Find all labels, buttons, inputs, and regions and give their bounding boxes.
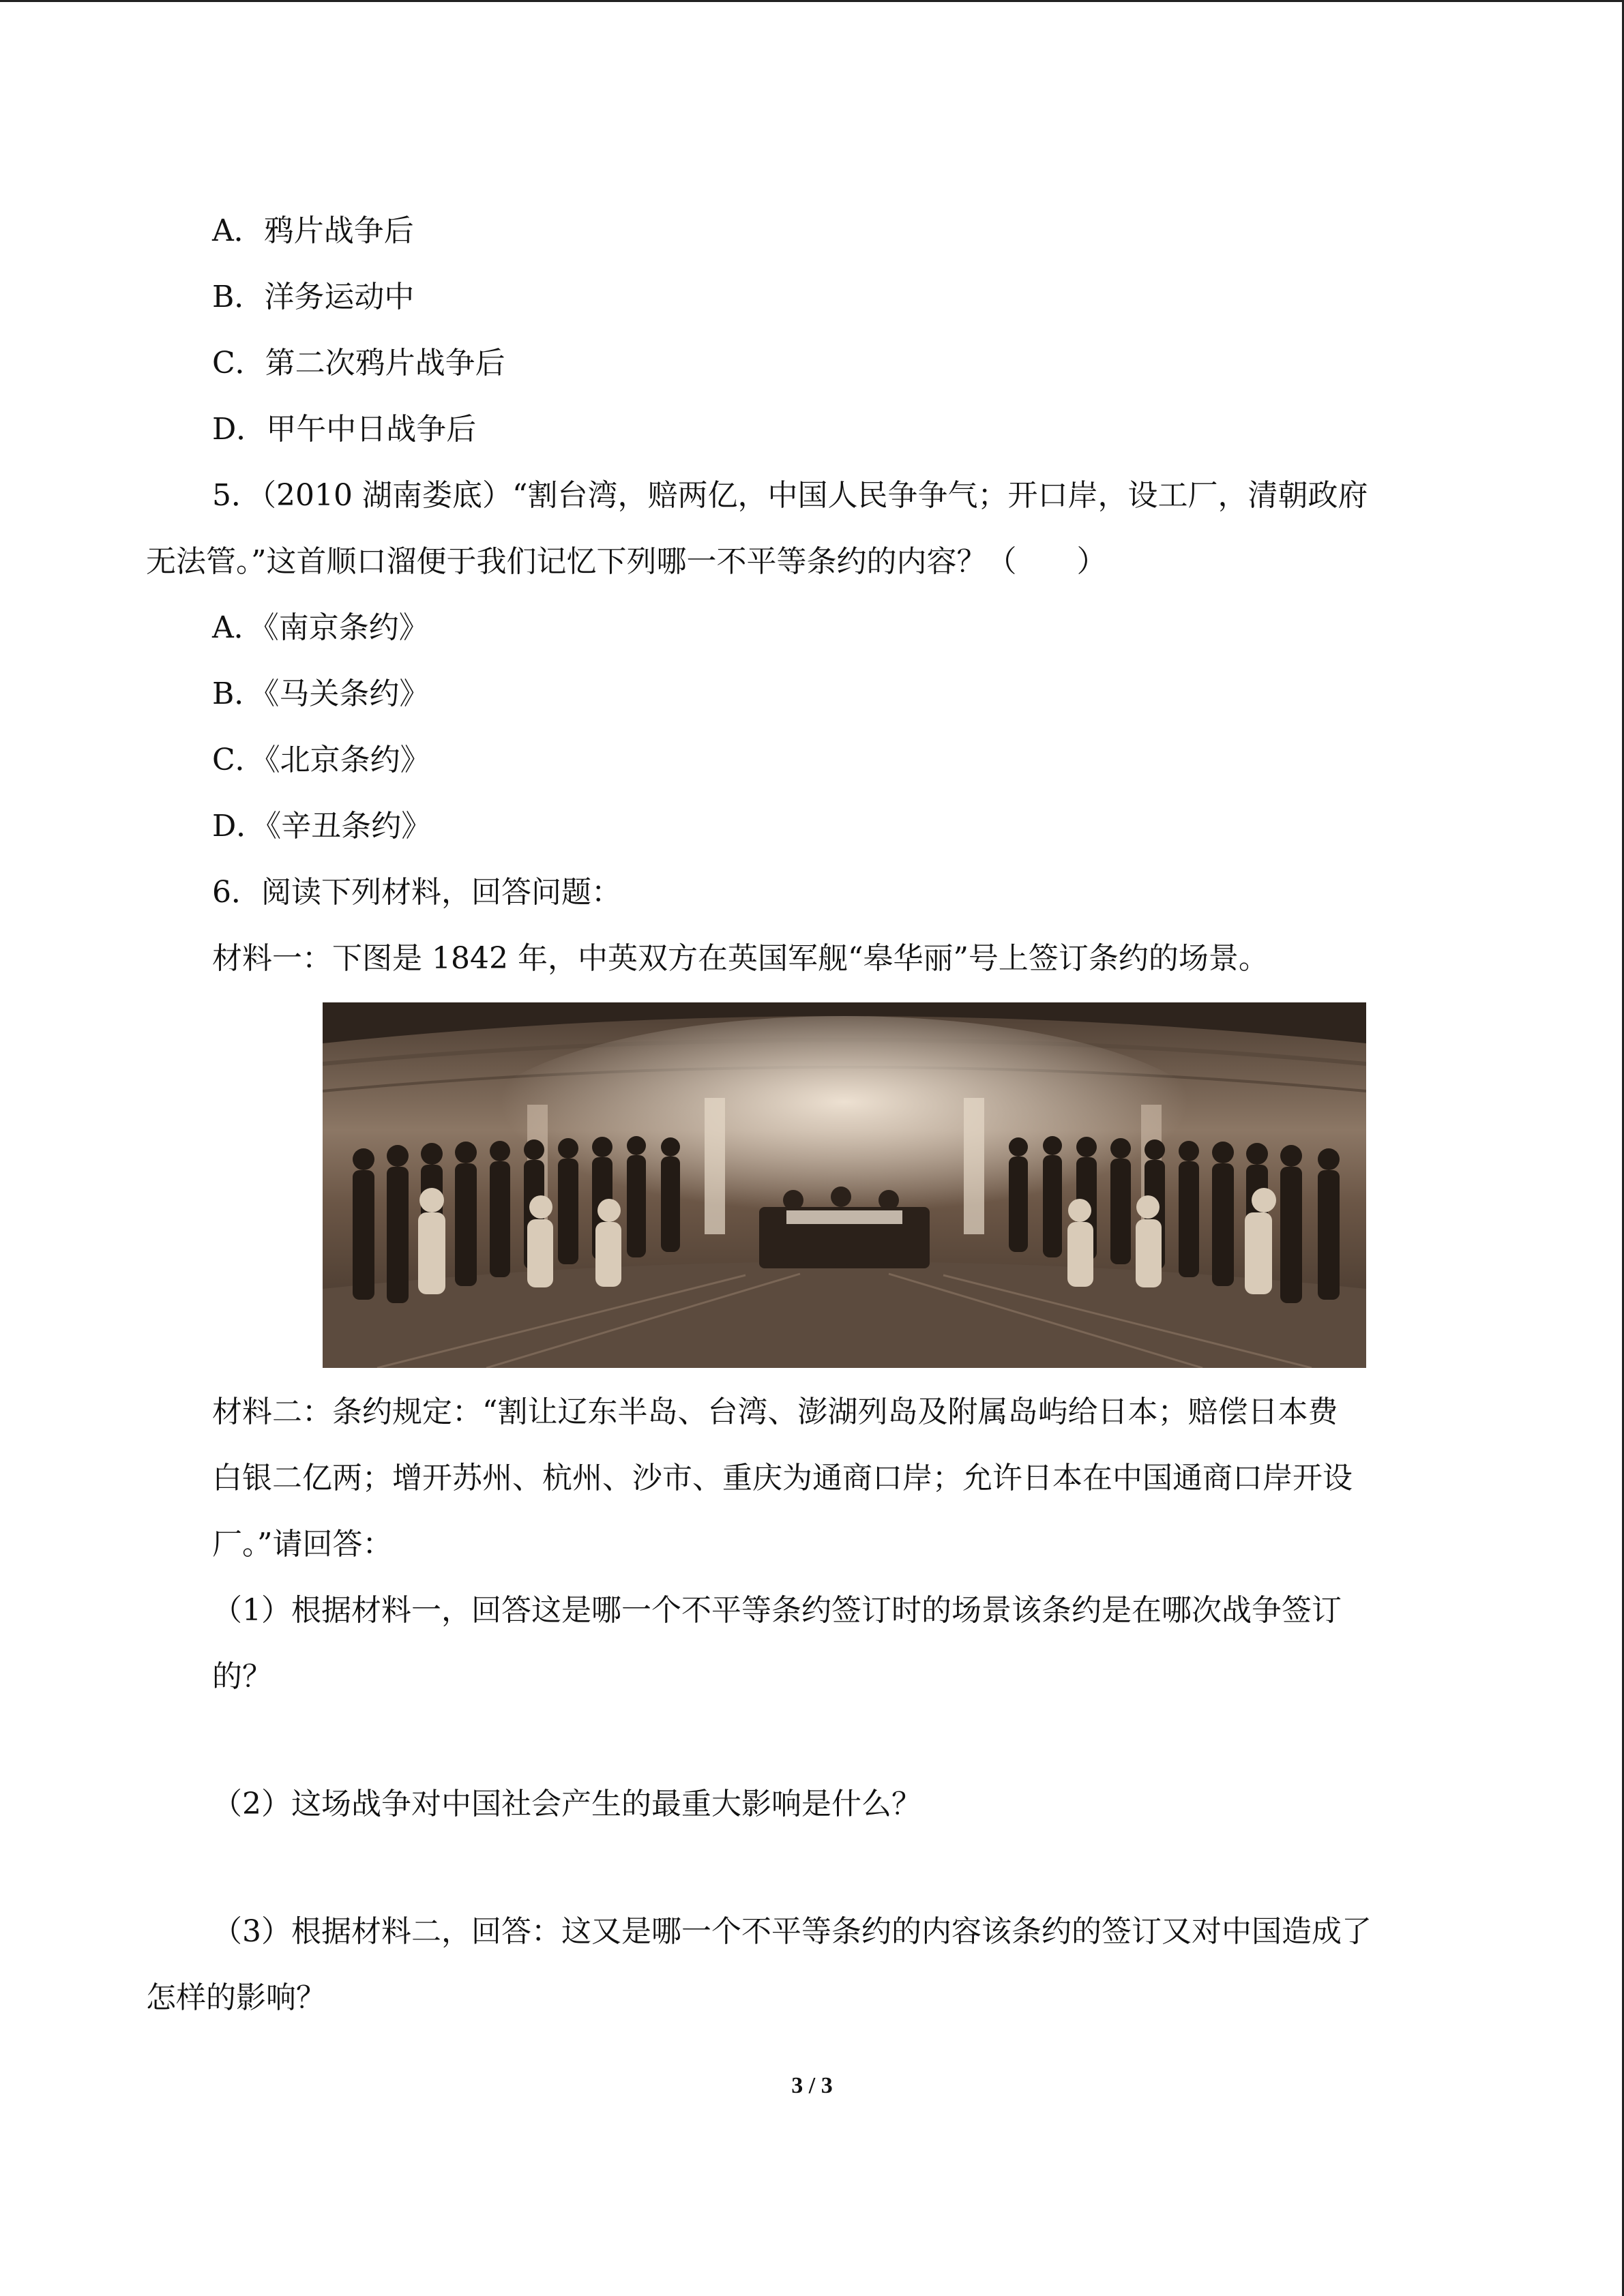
q6-sub3-line2: 怎样的影响？ (146, 1980, 326, 2015)
q6-material1: 材料一：下图是 1842 年，中英双方在英国军舰“皋华丽”号上签订条约的场景。 (212, 941, 1269, 976)
treaty-signing-illustration (323, 1002, 1366, 1368)
page-number: 3 / 3 (791, 2073, 833, 2098)
treaty-signing-photo (323, 1002, 1366, 1368)
q5-stem-line2: 无法管。”这首顺口溜便于我们记忆下列哪一不平等条约的内容？（ ） (146, 544, 1107, 579)
q4-option-d: D．甲午中日战争后 (212, 412, 477, 447)
q6-sub1-line2: 的？ (212, 1659, 272, 1694)
q5-stem-line1: 5．（2010 湖南娄底）“割台湾，赔两亿，中国人民争争气；开口岸，设工厂，清朝政府 (212, 478, 1368, 513)
q4-option-a: A．鸦片战争后 (212, 213, 414, 248)
document-body (146, 198, 1483, 2031)
q6-intro: 6．阅读下列材料，回答问题： (212, 875, 621, 910)
q5-option-c: C．《北京条约》 (212, 743, 430, 777)
answer-space-2 (146, 1837, 1483, 1898)
q6-material2-line1: 材料二：条约规定：“割让辽东半岛、台湾、澎湖列岛及附属岛屿给日本；赔偿日本费 (212, 1395, 1338, 1429)
q6-material2-line3: 厂。”请回答： (212, 1527, 393, 1562)
q6-sub3-line1: （3）根据材料二，回答：这又是哪一个不平等条约的内容该条约的签订又对中国造成了 (212, 1914, 1372, 1949)
q6-sub1-line1: （1）根据材料一，回答这是哪一个不平等条约签订时的场景该条约是在哪次战争签订 (212, 1593, 1342, 1628)
q5-option-d: D．《辛丑条约》 (212, 809, 432, 844)
q4-option-b: B．洋务运动中 (212, 280, 415, 314)
q6-material2-line2: 白银二亿两；增开苏州、杭州、沙市、重庆为通商口岸；允许日本在中国通商口岸开设 (212, 1461, 1353, 1495)
q5-option-a: A．《南京条约》 (212, 610, 429, 645)
q5-option-b: B．《马关条约》 (212, 676, 430, 711)
q4-option-c: C．第二次鸦片战争后 (212, 346, 505, 381)
q6-sub2: （2）这场战争对中国社会产生的最重大影响是什么？ (212, 1787, 921, 1821)
answer-space-1 (146, 1710, 1483, 1771)
